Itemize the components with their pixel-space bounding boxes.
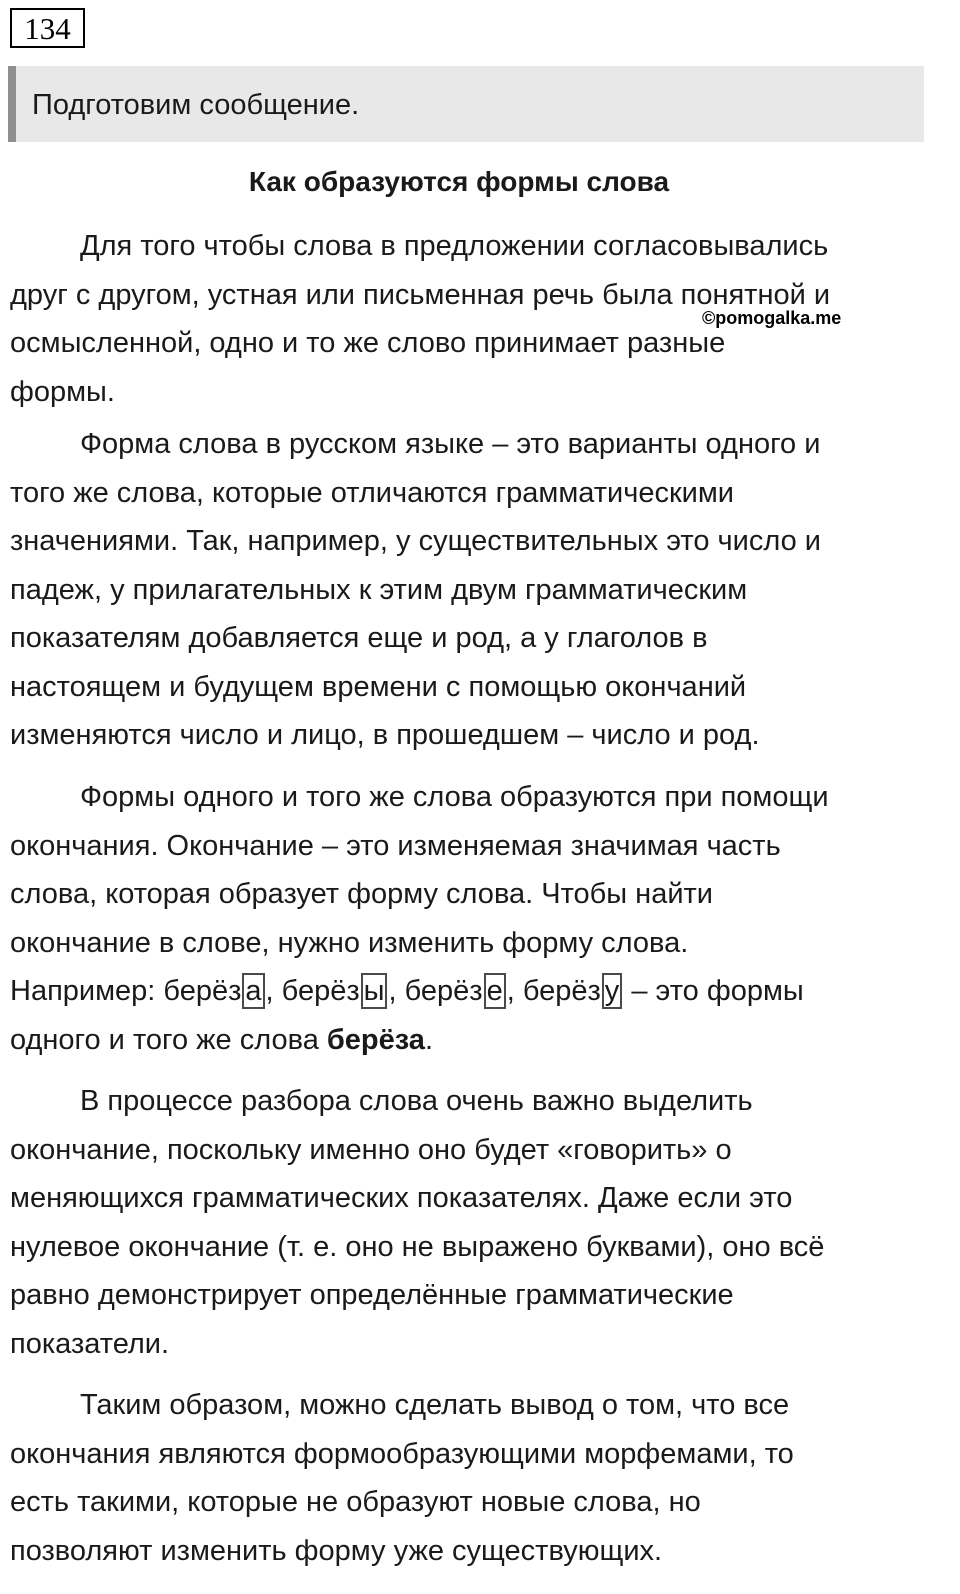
ending-box: а	[242, 973, 264, 1009]
paragraph-line	[10, 1016, 829, 1065]
paragraph-line: показателям добавляется еще и род, а у глаголов в	[10, 622, 708, 654]
bold-word: берёза	[326, 1023, 425, 1056]
paragraph-line: нулевое окончание (т. е. оно не выражено буквами), оно всё	[10, 1230, 825, 1263]
word-stem: берёз	[404, 975, 483, 1007]
paragraph-line: показатели.	[10, 1327, 170, 1360]
document-title: Как образуются формы слова	[248, 166, 670, 197]
paragraph-line: друг с другом, устная или письменная речь была понятной и	[10, 278, 831, 311]
paragraph-line: значениями. Так, например, у существительных это число и	[10, 525, 821, 557]
paragraph-line: окончание, поскольку именно оно будет «говорить» о	[10, 1133, 732, 1166]
task-banner	[8, 66, 924, 142]
example-line	[10, 967, 829, 1016]
watermark: ©pomogalka.me	[702, 308, 842, 328]
paragraph-4	[10, 1077, 824, 1368]
paragraph-line: формы.	[10, 375, 115, 408]
paragraph-line: Форма слова в русском языке – это варианты одного и	[80, 428, 821, 460]
paragraph-line: настоящем и будущем времени с помощью окончаний	[10, 670, 747, 703]
paragraph-line: есть такими, которые не образуют новые слова, но	[10, 1486, 701, 1518]
last-line-prefix: одного и того же слова	[10, 1023, 327, 1056]
last-line-suffix: .	[424, 1023, 433, 1056]
paragraph-line: изменяются число и лицо, в прошедшем – число и род.	[10, 719, 760, 751]
paragraph-line: Формы одного и того же слова образуются при помощи	[80, 781, 829, 813]
word-stem: берёз	[281, 975, 360, 1007]
paragraph-3	[10, 773, 829, 1064]
paragraph-line: позволяют изменить форму уже существующих.	[10, 1534, 663, 1567]
paragraph-line: слова, которая образует форму слова. Чтобы найти	[10, 878, 714, 910]
paragraph-line: меняющихся грамматических показателях. Даже если это	[10, 1182, 793, 1214]
paragraph-line: окончания. Окончание – это изменяемая значимая часть	[10, 829, 781, 862]
paragraph-line: окончание в слове, нужно изменить форму слова.	[10, 926, 689, 959]
paragraph-line: того же слова, которые отличаются грамматическими	[10, 476, 735, 509]
ending-box: ы	[361, 973, 388, 1009]
separator: ,	[265, 975, 282, 1007]
paragraph-line: В процессе разбора слова очень важно выделить	[80, 1085, 753, 1117]
separator: ,	[388, 975, 405, 1007]
ending-box: у	[602, 973, 623, 1009]
paragraph-line: Для того чтобы слова в предложении согласовывались	[80, 230, 829, 262]
task-number: 134	[10, 8, 85, 48]
paragraph-line: Таким образом, можно сделать вывод о том, что все	[80, 1389, 790, 1421]
paragraph-5	[10, 1381, 794, 1575]
task-text: Подготовим сообщение.	[32, 89, 360, 121]
example-prefix: Например: берёз	[10, 975, 242, 1007]
ending-box: е	[484, 973, 506, 1009]
paragraph-line: окончания являются формообразующими морфемами, то	[10, 1437, 794, 1470]
word-stem: берёз	[522, 975, 601, 1007]
separator: ,	[506, 975, 523, 1007]
example-suffix: – это формы	[623, 975, 804, 1007]
paragraph-line: падеж, у прилагательных к этим двум грамматическим	[10, 573, 748, 606]
paragraph-2	[10, 420, 821, 760]
paragraph-line: осмысленной, одно и то же слово принимает разные	[10, 327, 726, 359]
paragraph-line: равно демонстрирует определённые грамматические	[10, 1279, 734, 1311]
